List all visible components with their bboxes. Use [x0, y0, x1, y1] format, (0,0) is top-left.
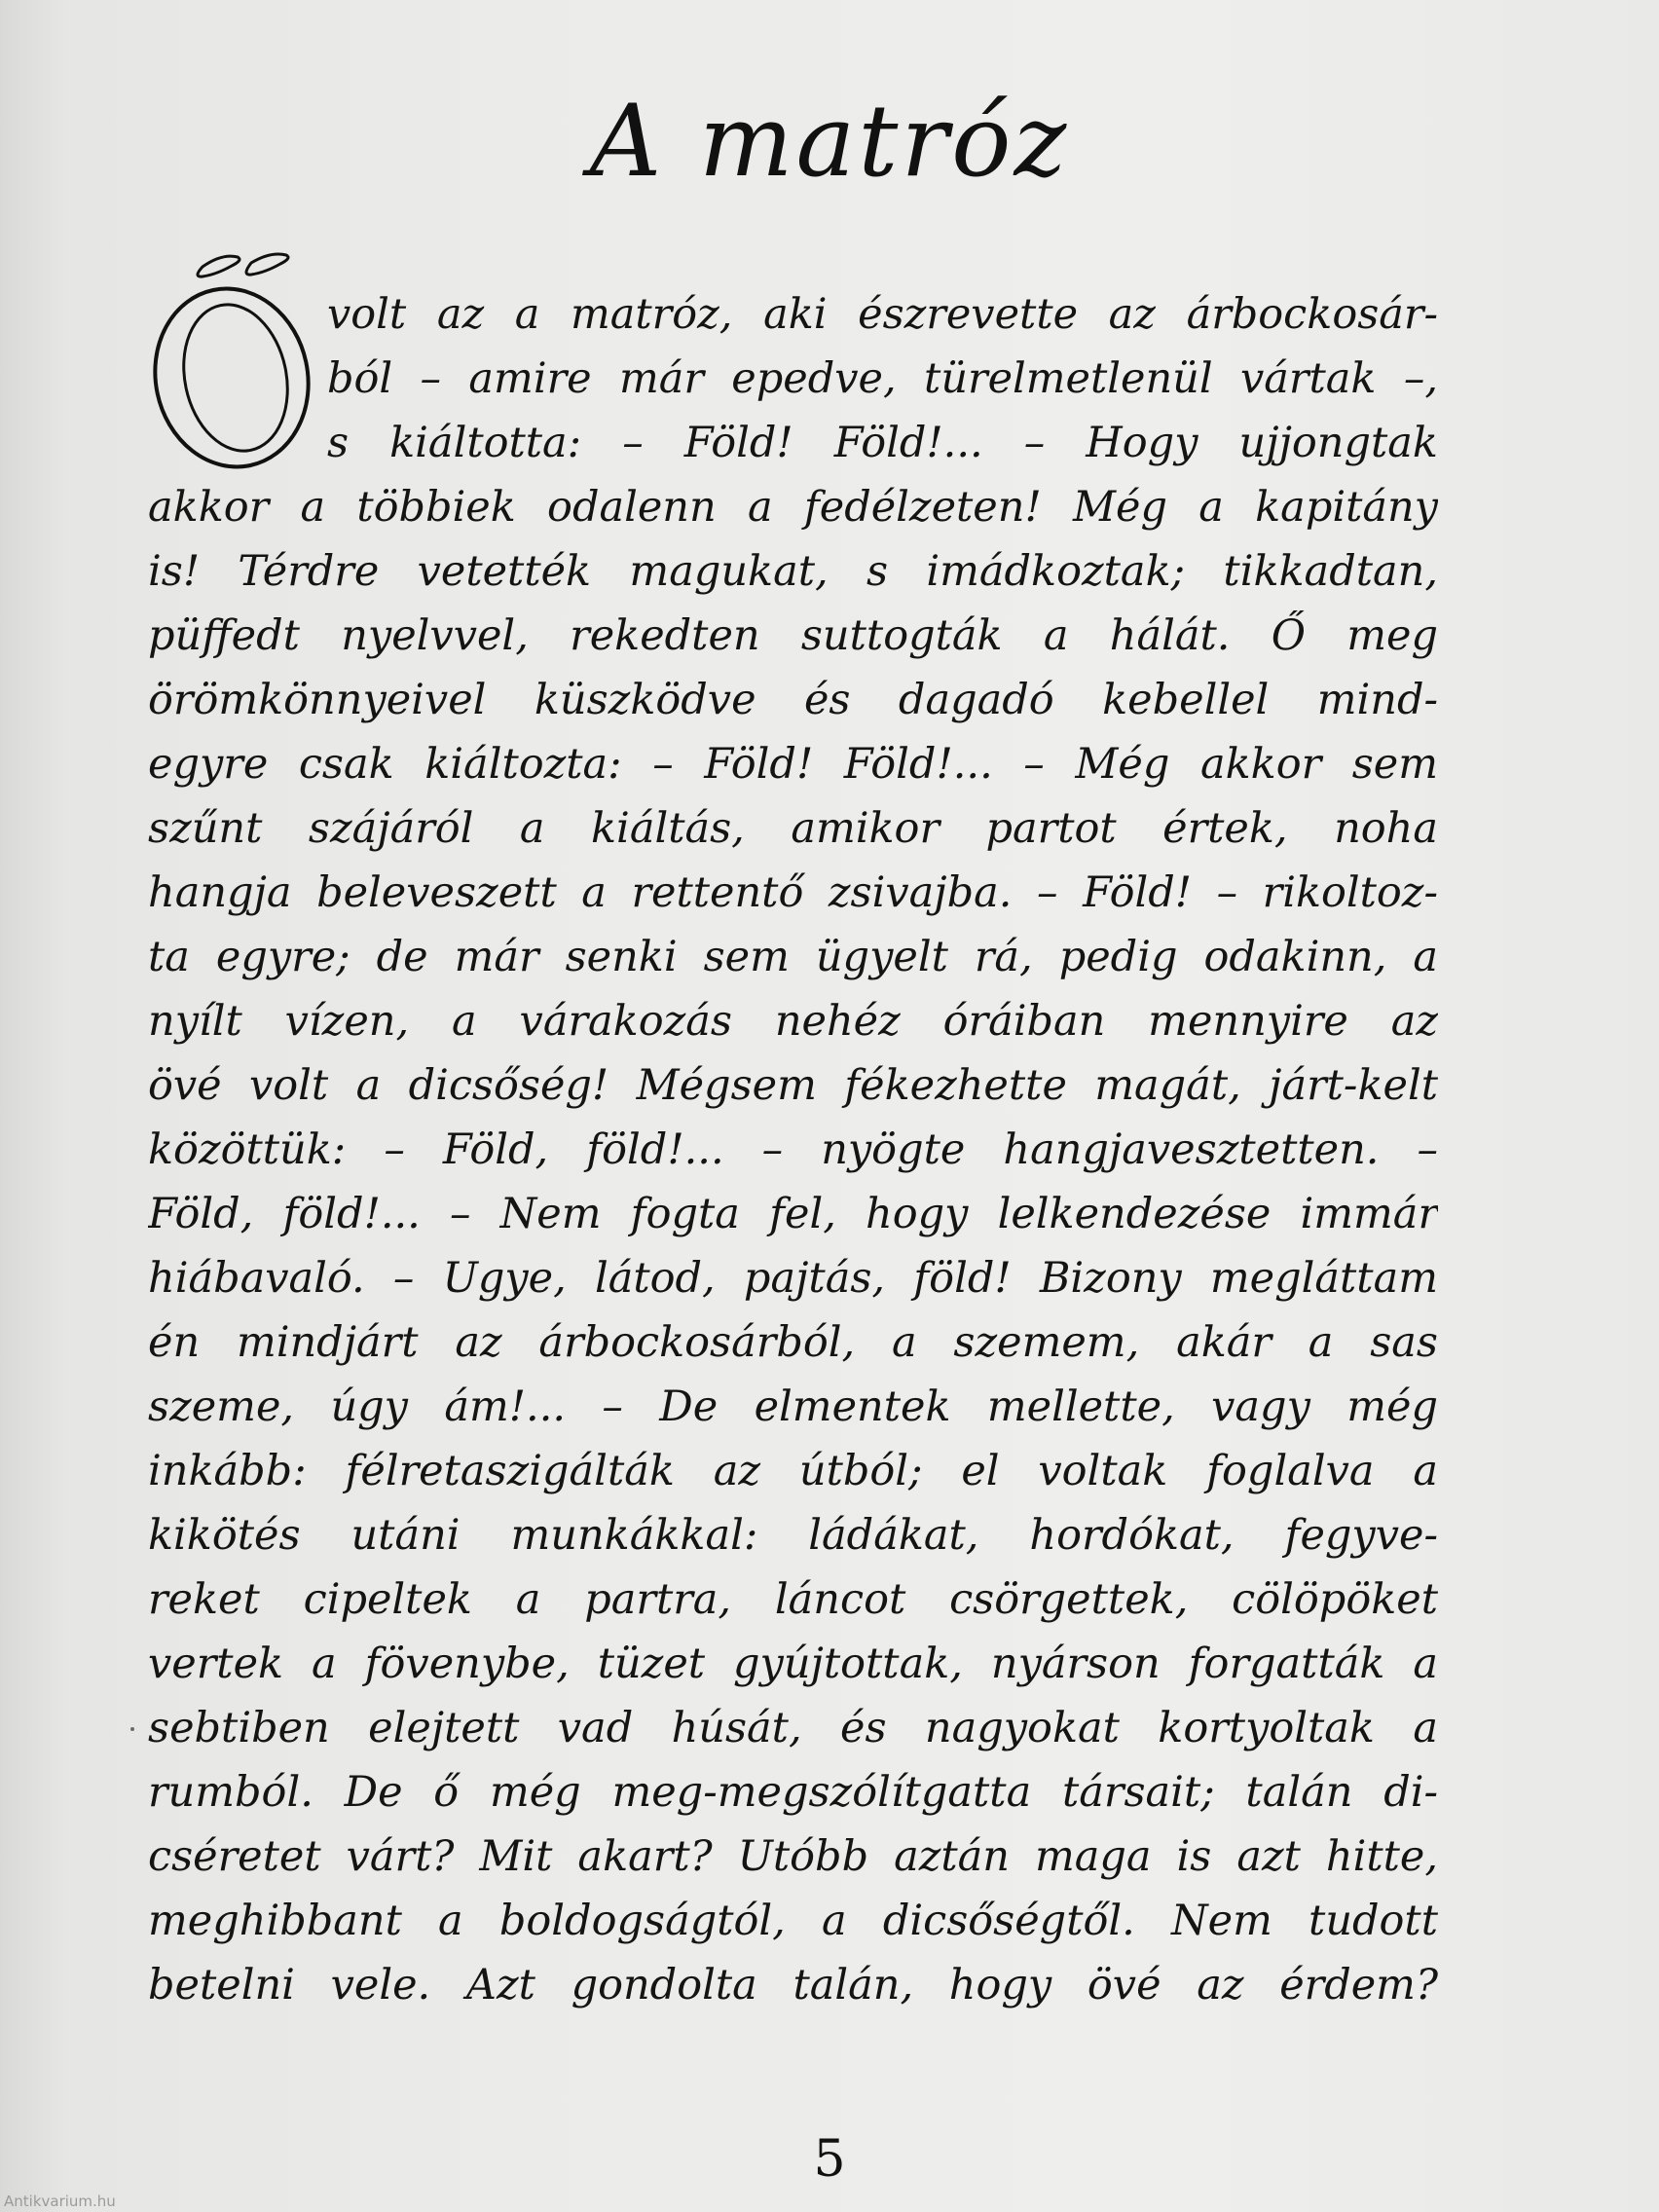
page-number: 5: [813, 2130, 846, 2189]
body-line: püffedt nyelvvel, rekedten suttogták a hálát. Ő meg: [148, 611, 1438, 660]
body-line: hangja beleveszett a rettentő zsivajba. – Föld! – rikoltoz-: [148, 868, 1438, 917]
body-line: volt az a matróz, aki észrevette az árbockosár-: [327, 290, 1438, 339]
body-text: [148, 282, 1438, 2017]
body-line: s kiáltotta: – Föld! Föld!... – Hogy ujjongtak: [327, 419, 1438, 467]
drop-cap-letter: [142, 251, 317, 480]
body-line: meghibbant a boldogságtól, a dicsőségtől. Nem tudott: [148, 1897, 1438, 1945]
body-line: kikötés utáni munkákkal: ládákat, hordókat, fegyve-: [148, 1511, 1438, 1560]
body-line: egyre csak kiáltozta: – Föld! Föld!... – Még akkor sem: [148, 740, 1438, 789]
body-line: ból – amire már epedve, türelmetlenül vártak –,: [327, 354, 1438, 403]
body-line: is! Térdre vetették magukat, s imádkoztak; tikkadtan,: [148, 547, 1438, 596]
body-line: szűnt szájáról a kiáltás, amikor partot értek, noha: [148, 804, 1438, 853]
body-line: cséretet várt? Mit akart? Utóbb aztán maga is azt hitte,: [148, 1832, 1438, 1881]
body-line: én mindjárt az árbockosárból, a szemem, akár a sas: [148, 1318, 1438, 1367]
body-line: övé volt a dicsőség! Mégsem fékezhette magát, járt-kelt: [148, 1061, 1438, 1110]
body-line: hiábavaló. – Ugye, látod, pajtás, föld! Bizony megláttam: [148, 1254, 1438, 1303]
body-line: szeme, úgy ám!... – De elmentek mellette, vagy még: [148, 1382, 1438, 1431]
body-line: Föld, föld!... – Nem fogta fel, hogy lelkendezése immár: [148, 1190, 1438, 1238]
body-line: ta egyre; de már senki sem ügyelt rá, pedig odakinn, a: [148, 933, 1438, 981]
body-line: sebtiben elejtett vad húsát, és nagyokat kortyoltak a: [148, 1704, 1438, 1752]
body-line: reket cipeltek a partra, láncot csörgettek, cölöpöket: [148, 1575, 1438, 1624]
body-line: rumból. De ő még meg-megszólítgatta társait; talán di-: [148, 1768, 1438, 1817]
body-line: közöttük: – Föld, föld!... – nyögte hangjavesztetten. –: [148, 1125, 1438, 1174]
page-title: A matróz: [589, 84, 1070, 200]
body-line: inkább: félretaszigálták az útból; el voltak foglalva a: [148, 1447, 1438, 1495]
body-line: akkor a többiek odalenn a fedélzeten! Még a kapitány: [148, 483, 1438, 532]
body-line: örömkönnyeivel küszködve és dagadó kebellel mind-: [148, 676, 1438, 724]
body-line: nyílt vízen, a várakozás nehéz óráiban mennyire az: [148, 997, 1438, 1046]
print-speck: [130, 1727, 134, 1731]
body-line: vertek a fövenybe, tüzet gyújtottak, nyárson forgatták a: [148, 1640, 1438, 1688]
body-line: betelni vele. Azt gondolta talán, hogy övé az érdem?: [148, 1961, 1438, 2009]
watermark: Antikvarium.hu: [4, 2193, 116, 2210]
